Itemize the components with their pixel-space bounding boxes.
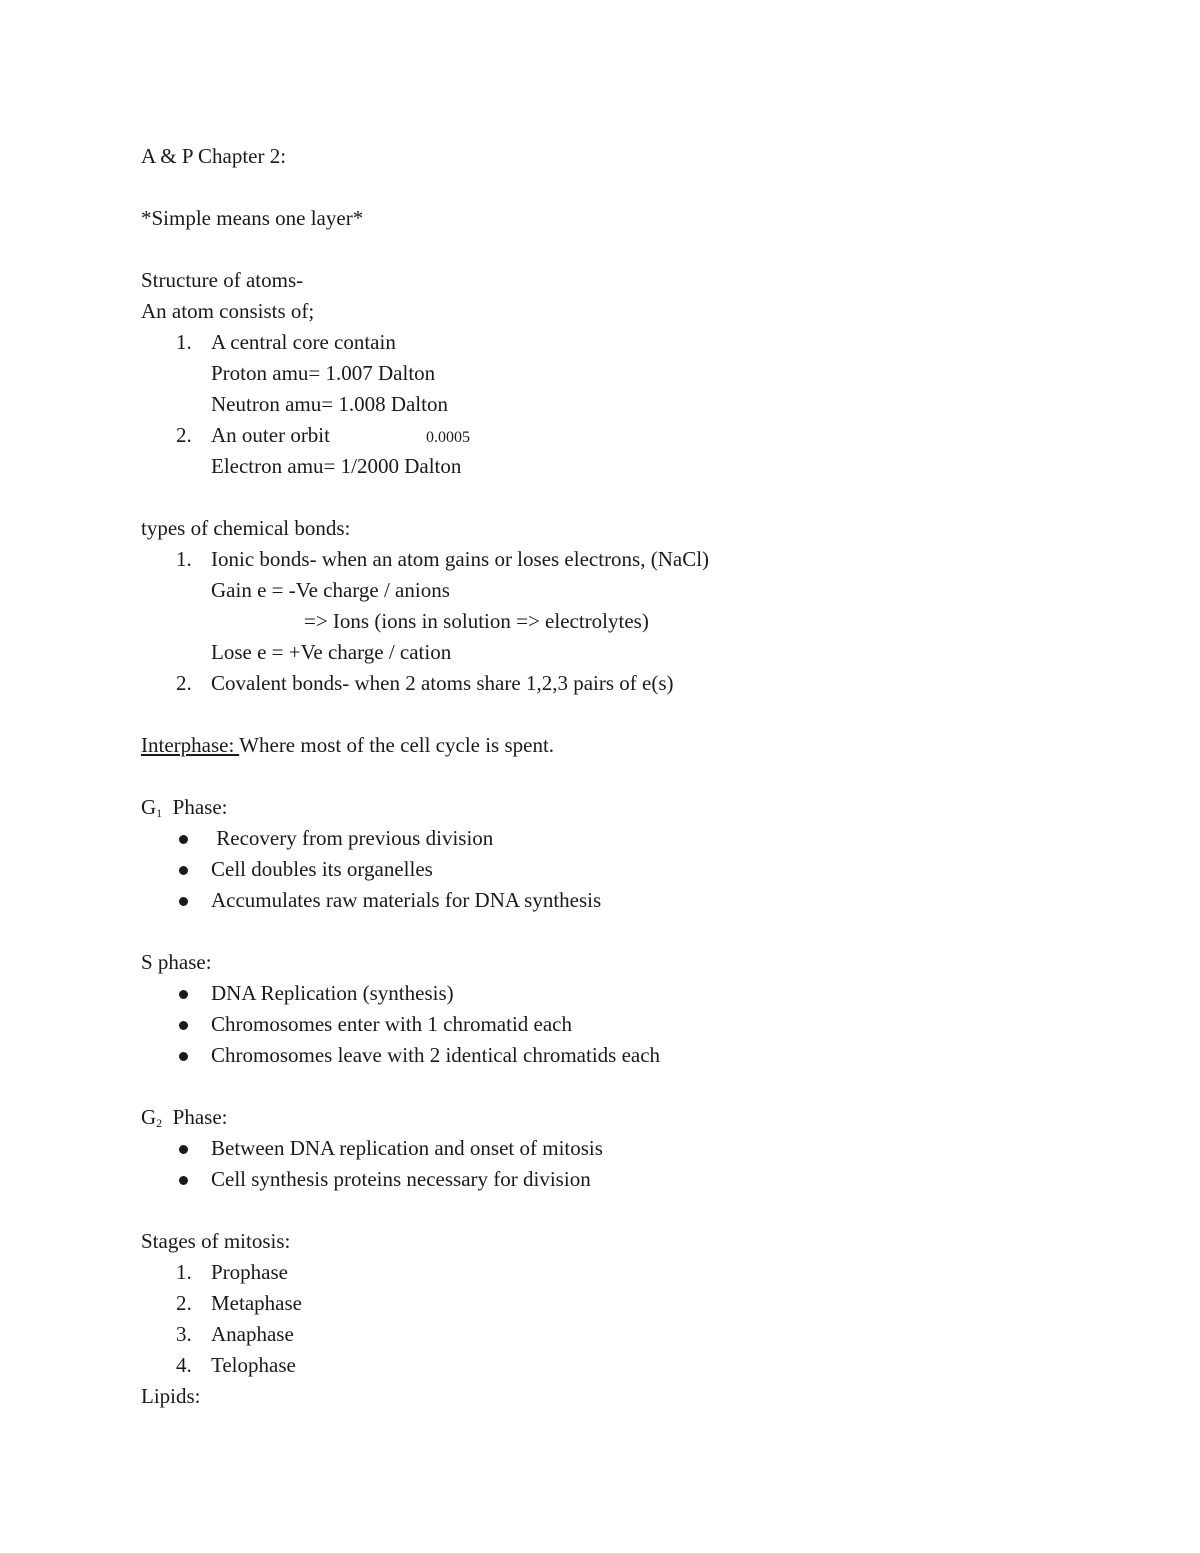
list-item bbox=[141, 1257, 1041, 1288]
bullet-icon bbox=[179, 1145, 188, 1154]
spacer bbox=[141, 1195, 1041, 1226]
interphase-label: Interphase: bbox=[141, 733, 240, 757]
bullet-icon bbox=[179, 835, 188, 844]
bonds-heading: types of chemical bonds: bbox=[141, 516, 351, 540]
interphase-line bbox=[141, 730, 1041, 761]
document-body bbox=[141, 141, 1041, 1412]
list-item bbox=[141, 1319, 1041, 1350]
list-item-text: A central core contain bbox=[211, 330, 396, 354]
g1-heading-subscript: 1 bbox=[156, 806, 163, 820]
list-item bbox=[141, 1288, 1041, 1319]
electron-line: Electron amu= 1/2000 Dalton bbox=[211, 454, 462, 478]
g2-heading-suffix: Phase: bbox=[162, 1105, 228, 1129]
list-item bbox=[141, 544, 1041, 575]
bullet-icon bbox=[179, 1052, 188, 1061]
spacer bbox=[141, 482, 1041, 513]
spacer bbox=[141, 761, 1041, 792]
electron-mass-note: 0.0005 bbox=[426, 429, 470, 446]
bullet-text: Recovery from previous division bbox=[211, 826, 494, 850]
bullet-item bbox=[141, 854, 1041, 885]
list-marker: 3. bbox=[176, 1322, 192, 1346]
spacer bbox=[141, 234, 1041, 265]
g2-heading bbox=[141, 1102, 1041, 1133]
bullet-item bbox=[141, 1040, 1041, 1071]
list-item-text: Anaphase bbox=[211, 1322, 294, 1346]
list-marker: 2. bbox=[176, 423, 192, 447]
s-phase-heading: S phase: bbox=[141, 950, 212, 974]
bullet-text: Cell doubles its organelles bbox=[211, 857, 433, 881]
bullet-icon bbox=[179, 897, 188, 906]
bullet-text: DNA Replication (synthesis) bbox=[211, 981, 454, 1005]
list-item bbox=[141, 420, 1041, 451]
bullet-text: Chromosomes leave with 2 identical chromatids each bbox=[211, 1043, 661, 1067]
list-item-text: Prophase bbox=[211, 1260, 288, 1284]
bullet-item bbox=[141, 885, 1041, 916]
proton-line: Proton amu= 1.007 Dalton bbox=[211, 361, 436, 385]
list-marker: 1. bbox=[176, 1260, 192, 1284]
spacer bbox=[141, 1071, 1041, 1102]
spacer bbox=[141, 172, 1041, 203]
lose-line: Lose e = +Ve charge / cation bbox=[211, 640, 452, 664]
spacer bbox=[141, 699, 1041, 730]
g1-heading-suffix: Phase: bbox=[162, 795, 228, 819]
spacer bbox=[141, 916, 1041, 947]
list-item bbox=[141, 1350, 1041, 1381]
g1-heading bbox=[141, 792, 1041, 823]
g1-heading-prefix: G bbox=[141, 795, 157, 819]
bullet-item bbox=[141, 823, 1041, 854]
list-item-text: An outer orbit bbox=[211, 423, 330, 447]
mitosis-heading: Stages of mitosis: bbox=[141, 1229, 291, 1253]
list-item bbox=[141, 327, 1041, 358]
lipids-heading: Lipids: bbox=[141, 1384, 201, 1408]
list-item-text: Ionic bonds- when an atom gains or loses electrons, (NaCl) bbox=[211, 547, 710, 571]
note-line: *Simple means one layer* bbox=[141, 206, 364, 230]
bullet-item bbox=[141, 1009, 1041, 1040]
ions-line: => Ions (ions in solution => electrolytes) bbox=[304, 609, 649, 633]
neutron-line: Neutron amu= 1.008 Dalton bbox=[211, 392, 448, 416]
list-item-text: Metaphase bbox=[211, 1291, 302, 1315]
document-title: A & P Chapter 2: bbox=[141, 144, 287, 168]
bullet-item bbox=[141, 978, 1041, 1009]
list-marker: 4. bbox=[176, 1353, 192, 1377]
list-item-text: Telophase bbox=[211, 1353, 296, 1377]
atoms-intro: An atom consists of; bbox=[141, 299, 315, 323]
bullet-text: Chromosomes enter with 1 chromatid each bbox=[211, 1012, 572, 1036]
list-marker: 1. bbox=[176, 547, 192, 571]
bullet-icon bbox=[179, 1176, 188, 1185]
list-item bbox=[141, 668, 1041, 699]
list-marker: 2. bbox=[176, 671, 192, 695]
g2-heading-prefix: G bbox=[141, 1105, 157, 1129]
list-item-text: Covalent bonds- when 2 atoms share 1,2,3 pairs of e(s) bbox=[211, 671, 674, 695]
bullet-icon bbox=[179, 1021, 188, 1030]
g2-heading-subscript: 2 bbox=[156, 1116, 163, 1130]
bullet-text: Accumulates raw materials for DNA synthesis bbox=[211, 888, 602, 912]
bullet-text: Between DNA replication and onset of mitosis bbox=[211, 1136, 603, 1160]
bullet-text: Cell synthesis proteins necessary for division bbox=[211, 1167, 591, 1191]
bullet-icon bbox=[179, 990, 188, 999]
interphase-text: Where most of the cell cycle is spent. bbox=[239, 733, 555, 757]
bullet-item bbox=[141, 1164, 1041, 1195]
atoms-heading: Structure of atoms- bbox=[141, 268, 304, 292]
bullet-icon bbox=[179, 866, 188, 875]
list-marker: 2. bbox=[176, 1291, 192, 1315]
bullet-item bbox=[141, 1133, 1041, 1164]
gain-line: Gain e = -Ve charge / anions bbox=[211, 578, 450, 602]
list-marker: 1. bbox=[176, 330, 192, 354]
